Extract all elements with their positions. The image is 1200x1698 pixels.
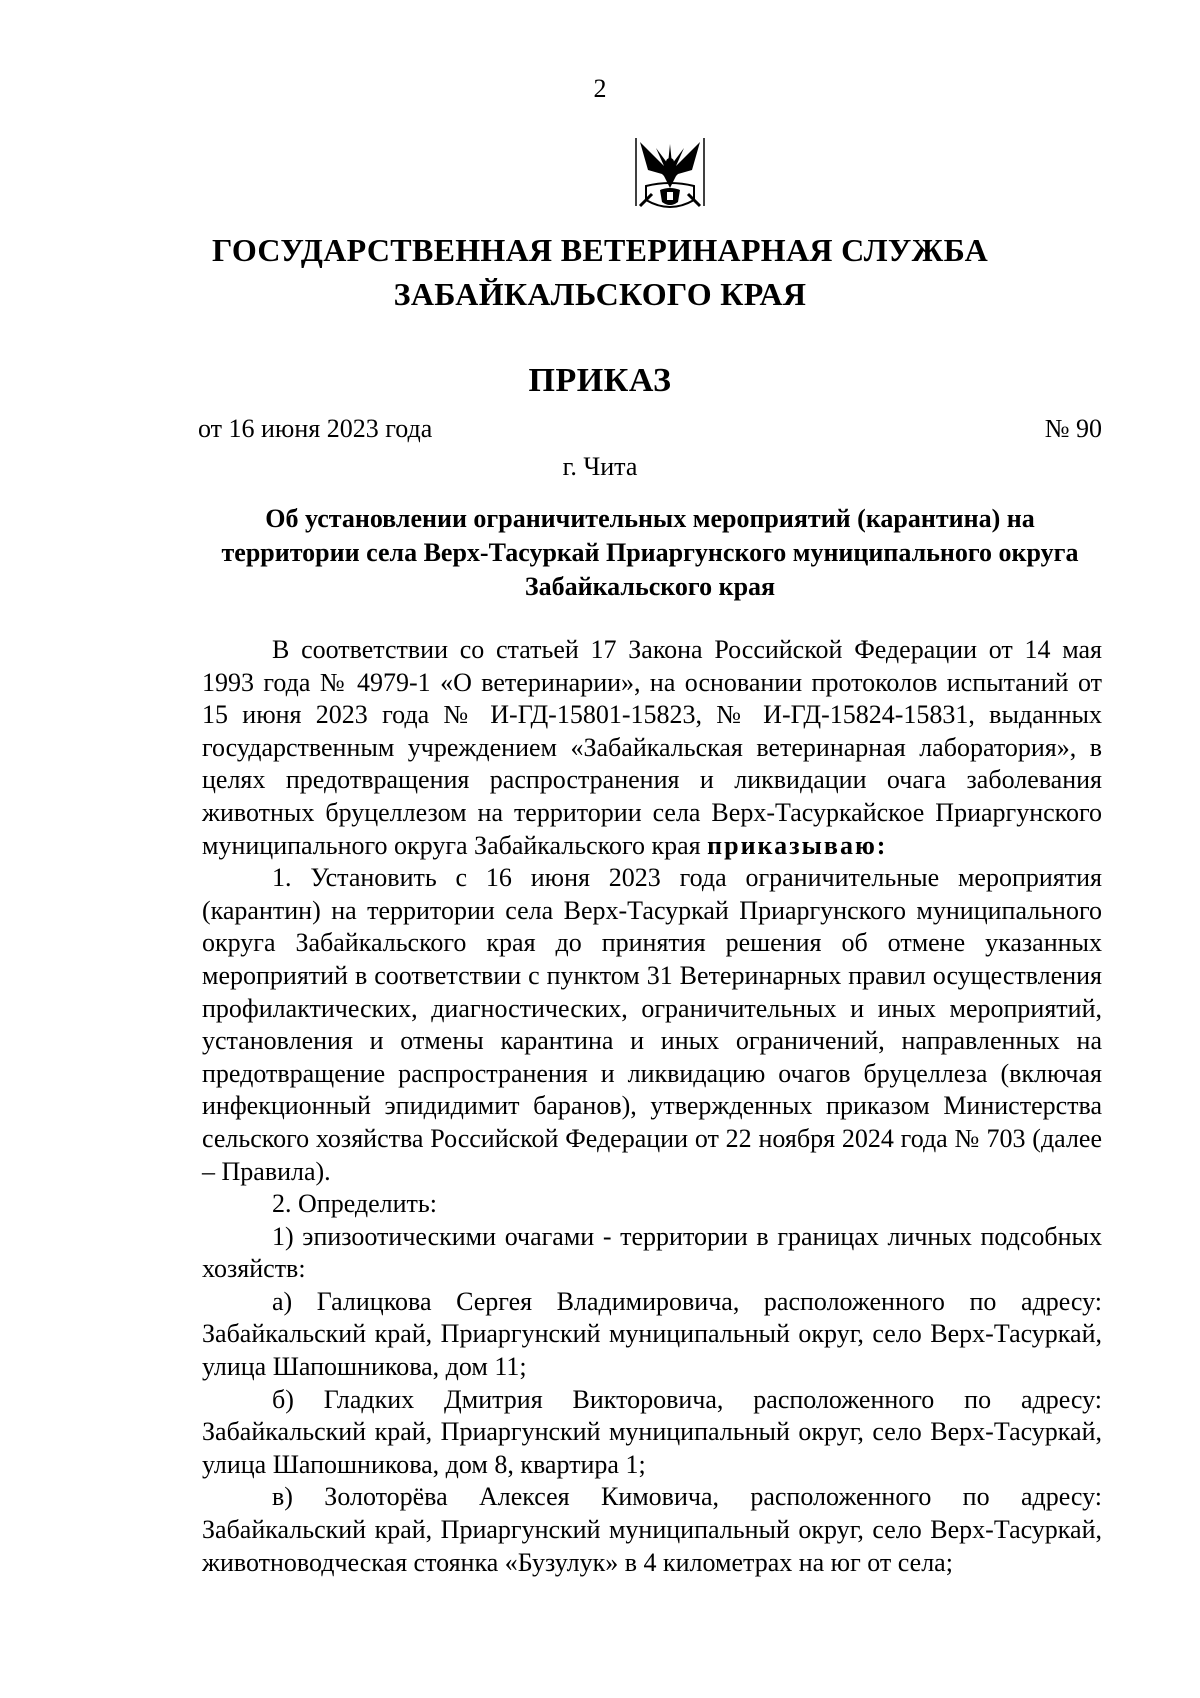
document-body xyxy=(202,634,1102,1579)
document-number: № 90 xyxy=(1044,414,1102,443)
organization-title xyxy=(0,228,1200,316)
page-number: 2 xyxy=(593,74,607,103)
item-2-paragraph: 2. Определить: xyxy=(272,1189,437,1219)
document-type: ПРИКАЗ xyxy=(528,362,672,399)
order-verb: приказываю: xyxy=(707,830,888,860)
item-2-1-paragraph: 1) эпизоотическими очагами - территории в границах личных подсобных хозяйств: xyxy=(202,1221,1102,1284)
document-date: от 16 июня 2023 года xyxy=(198,414,433,443)
organization-title-line: ГОСУДАРСТВЕННАЯ ВЕТЕРИНАРНАЯ СЛУЖБА xyxy=(211,232,989,268)
item-2-1-c-paragraph: в) Золоторёва Алексея Кимовича, расположенного по адресу: Забайкальский край, Приаргунский муниципальный округ, село Верх-Тасуркай, животноводческая стоянка «Бузулук» в 4 километрах на юг от села; xyxy=(202,1482,1102,1577)
document-city: г. Чита xyxy=(562,452,638,481)
subject-line: Забайкальского края xyxy=(524,572,776,601)
item-2-1-b-paragraph: б) Гладких Дмитрия Викторовича, расположенного по адресу: Забайкальский край, Приаргунский муниципальный округ, село Верх-Тасуркай, улица Шапошникова, дом 8, квартира 1; xyxy=(202,1384,1102,1479)
subject-line: Об установлении ограничительных мероприятий (карантина) на xyxy=(265,504,1035,533)
coat-of-arms-emblem xyxy=(634,136,706,216)
preamble-paragraph xyxy=(202,634,1102,862)
organization-title-line: ЗАБАЙКАЛЬСКОГО КРАЯ xyxy=(393,276,807,312)
item-1-paragraph: 1. Установить с 16 июня 2023 года ограничительные мероприятия (карантин) на территории села Верх-Тасуркай Приаргунского муниципального округа Забайкальского края до принятия решения об отмене указанных мероприятий в соответствии с пунктом 31 Ветеринарных правил осуществления профилактических, диагностических, ограничительных и иных мероприятий, установления и отмены карантина и иных ограничений, направленных на предотвращение распространения и ликвидацию очагов бруцеллеза (включая инфекционный эпидидимит баранов), утвержденных приказом Министерства сельского хозяйства Российской Федерации от 22 ноября 2024 года № 703 (далее – Правила). xyxy=(202,863,1102,1186)
emblem-graphic xyxy=(634,136,706,216)
document-subject xyxy=(200,502,1100,604)
preamble-text: В соответствии со статьей 17 Закона Российской Федерации от 14 мая 1993 года № 4979-1 «О ветеринарии», на основании протоколов испытаний от 15 июня 2023 года № И-ГД-15801-15823, № И-ГД-15824-15831, выданных государственным учреждением «Забайкальская ветеринарная лаборатория», в целях предотвращения распространения и ликвидации очага заболевания животных бруцеллезом на территории села Верх-Тасуркайское Приаргунского муниципального округа Забайкальского края xyxy=(202,635,1102,860)
item-2-1-a-paragraph: а) Галицкова Сергея Владимировича, расположенного по адресу: Забайкальский край, Приаргунский муниципальный округ, село Верх-Тасуркай, улица Шапошникова, дом 11; xyxy=(202,1286,1102,1382)
subject-line: территории села Верх-Тасуркай Приаргунского муниципального округа xyxy=(221,538,1079,567)
date-number-line xyxy=(198,414,1102,444)
